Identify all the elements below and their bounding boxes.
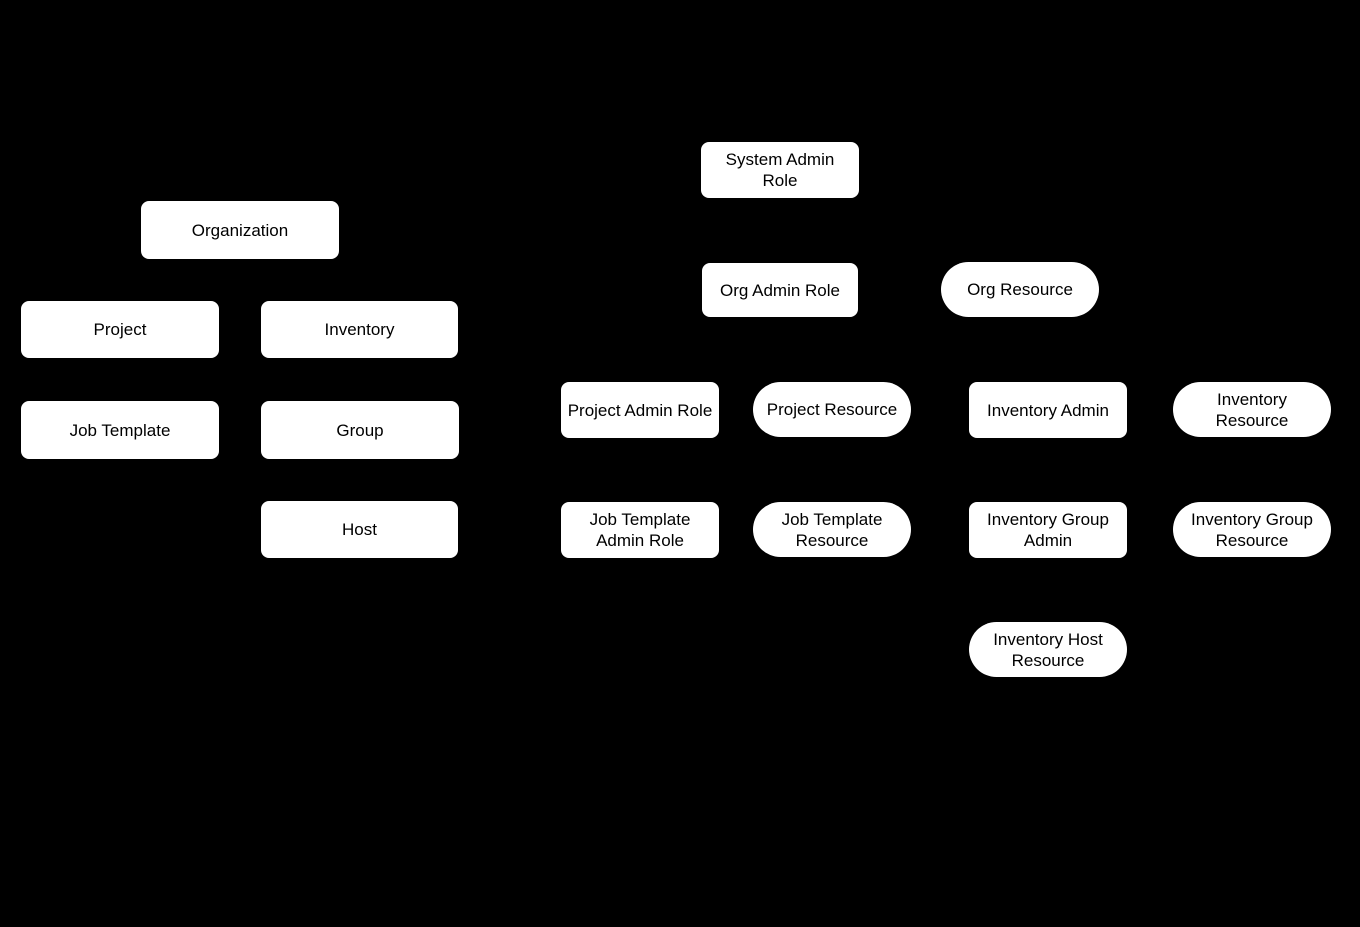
node-inventory [261,301,458,358]
node-job-template-admin-role [561,502,719,558]
node-label: Inventory Group Resource [1191,509,1313,550]
node-label: Inventory Resource [1215,389,1289,430]
node-label: Inventory Admin [987,400,1109,420]
node-group [261,401,459,459]
node-job-template [21,401,219,459]
node-label: Project [93,320,147,339]
node-label: Job Template Admin Role [589,510,691,550]
node-label: Job Template Resource [781,509,883,550]
node-label: System Admin Role [725,150,835,190]
node-label: Group [336,420,384,440]
node-label: Project Admin Role [567,400,713,420]
node-project [21,301,219,358]
node-inventory-host-resource [969,622,1127,677]
node-label: Inventory Group Admin [987,510,1109,550]
node-org-resource [941,262,1099,317]
node-label: Job Template [69,420,171,440]
node-label: Organization [191,220,289,240]
node-job-template-resource [753,502,911,557]
node-system-admin-role [701,142,859,198]
node-project-admin-role [561,382,719,438]
node-inventory-group-resource [1173,502,1331,557]
node-label: Org Resource [967,280,1073,299]
node-host [261,501,458,558]
node-label: Inventory [324,320,395,339]
node-org-admin-role [702,263,858,317]
node-label: Host [342,520,377,539]
node-inventory-admin [969,382,1127,438]
node-label: Project Resource [766,400,898,419]
node-inventory-group-admin [969,502,1127,558]
node-project-resource [753,382,911,437]
node-organization [141,201,339,259]
node-inventory-resource [1173,382,1331,437]
node-label: Org Admin Role [720,280,840,300]
node-label: Inventory Host Resource [993,629,1103,670]
